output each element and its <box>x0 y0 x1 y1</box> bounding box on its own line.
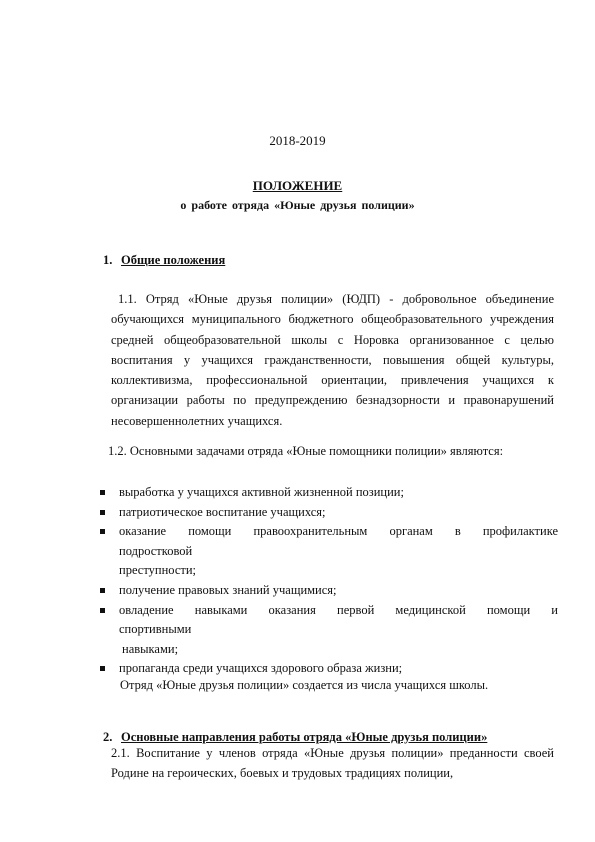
tasks-list <box>100 483 558 679</box>
paragraph-1-2: 1.2. Основными задачами отряда «Юные помощники полиции» являются: <box>108 444 504 458</box>
section-1-number: 1. <box>103 253 113 267</box>
list-item <box>100 581 558 601</box>
square-bullet-icon <box>100 608 105 613</box>
list-item-text: оказание помощи правоохранительным органам в профилактике <box>119 524 558 539</box>
list-item <box>100 522 558 581</box>
list-item <box>100 601 558 660</box>
section-2-title: Основные направления работы отряда «Юные друзья полиции» <box>121 730 488 744</box>
list-item-text: пропаганда среди учащихся здорового образа жизни; <box>119 661 403 676</box>
list-item-text: овладение навыками оказания первой медицинской помощи и <box>119 602 558 617</box>
list-item <box>100 659 558 679</box>
list-item-continuation: преступности; <box>119 563 197 578</box>
list-item-text: получение правовых знаний учащимися; <box>119 582 337 597</box>
document-year: 2018-2019 <box>269 133 326 148</box>
square-bullet-icon <box>100 510 105 515</box>
list-item <box>100 503 558 523</box>
list-item-continuation: навыками; <box>122 641 179 656</box>
document-subtitle: о работе отряда «Юные друзья полиции» <box>180 198 415 212</box>
square-bullet-icon <box>100 666 105 671</box>
list-item <box>100 483 558 503</box>
list-item-continuation: подростковой <box>119 543 193 558</box>
paragraph-2-1: 2.1. Воспитание у членов отряда «Юные друзья полиции» преданности своей Родине на героических, боевых и трудовых традициях полиции, <box>111 746 554 781</box>
section-1-heading <box>103 253 225 268</box>
section-2-number: 2. <box>103 730 113 744</box>
note-text: Отряд «Юные друзья полиции» создается из числа учащихся школы. <box>120 678 489 692</box>
paragraph-1-1: 1.1. Отряд «Юные друзья полиции» (ЮДП) - добровольное объединение обучающихся муниципального бюджетного общеобразовательного учреждения средней общеобразовательной школы с Норовка организованное с целью воспитания у учащихся гражданственности, повышения общей культуры, коллективизма, профессиональной ориентации, привлечения учащихся к организации работы по предупреждению безнадзорности и правонарушений несовершеннолетних учащихся. <box>111 292 554 428</box>
list-item-continuation: спортивными <box>119 622 192 637</box>
list-item-text: патриотическое воспитание учащихся; <box>119 504 326 519</box>
list-item-text: выработка у учащихся активной жизненной позиции; <box>119 485 404 499</box>
section-1-title: Общие положения <box>121 253 226 267</box>
square-bullet-icon <box>100 490 105 495</box>
square-bullet-icon <box>100 529 105 534</box>
document-title: ПОЛОЖЕНИЕ <box>252 178 343 193</box>
square-bullet-icon <box>100 588 105 593</box>
